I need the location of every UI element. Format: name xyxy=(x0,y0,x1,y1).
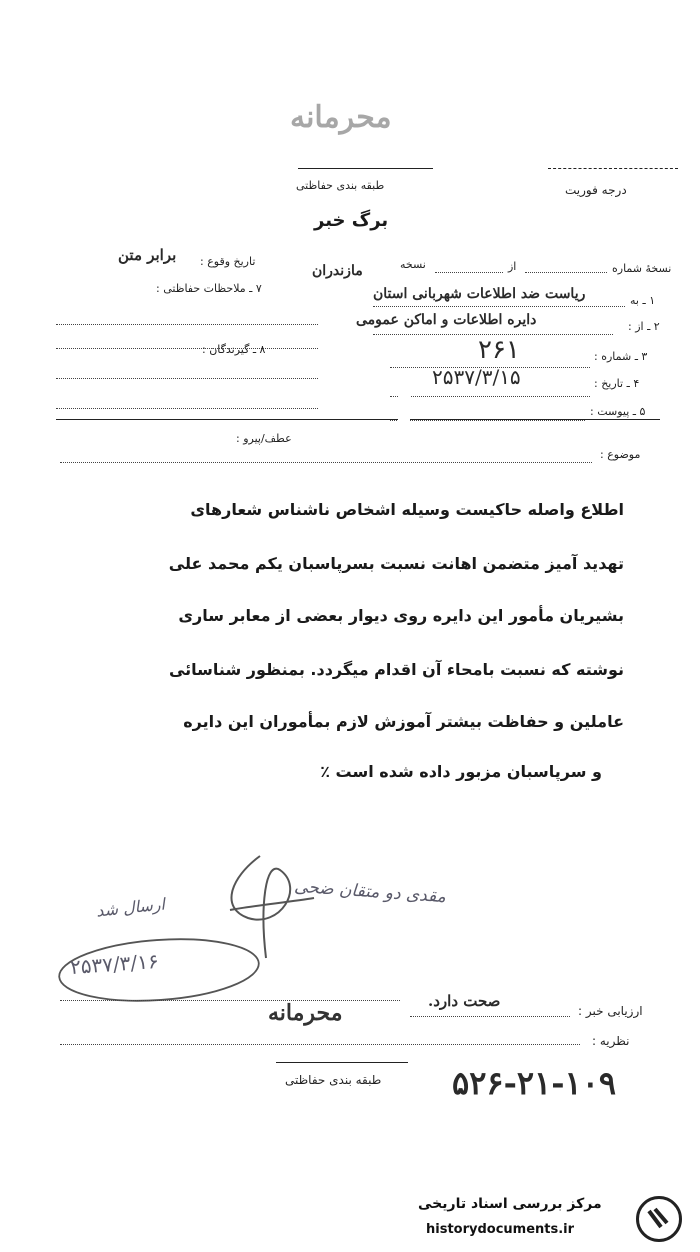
top-confidential-stamp: محرمانه xyxy=(290,100,392,135)
opinion-label: نظریه : xyxy=(592,1034,630,1048)
copy-number-label: نسخهٔ شماره xyxy=(612,262,672,275)
of-label: از xyxy=(508,260,517,273)
item-3-label: ۳ ـ شماره : xyxy=(594,350,648,363)
classification-label-top: طبقه بندی حفاظتی xyxy=(296,179,385,192)
body-line-5: عاملین و حفاظت بیشتر آموزش لازم بمأموران این دایره xyxy=(183,712,624,731)
archive-logo-icon xyxy=(636,1196,682,1242)
item-4-dots xyxy=(390,396,590,397)
form-title: برگ خبر xyxy=(314,210,389,231)
body-line-4: نوشته که نسبت بامحاء آن اقدام میگردد. بمنظور شناسائی xyxy=(168,660,624,679)
body-line-2: تهدید آمیز متضمن اهانت نسبت بسرپاسبان یکم محمد علی xyxy=(168,554,624,573)
item-1-value: ریاست ضد اطلاعات شهربانی استان xyxy=(373,286,586,302)
item-7-dots-b xyxy=(56,348,318,349)
body-line-6: و سرپاسبان مزبور داده شده است ٪ xyxy=(320,762,602,781)
opinion-dots xyxy=(60,1044,580,1045)
event-date-value: برابر متن xyxy=(118,246,177,264)
item-8-dots-b xyxy=(56,408,318,409)
item-2-label: ۲ ـ از : xyxy=(628,320,660,333)
item-7-label: ۷ ـ ملاحظات حفاظتی : xyxy=(156,282,262,295)
subject-dots xyxy=(60,462,592,463)
sent-note: ارسال شد xyxy=(95,894,166,921)
watermark-site: historydocuments.ir xyxy=(426,1222,575,1237)
item-5-dots xyxy=(390,420,585,421)
evaluation-dots xyxy=(410,1016,570,1017)
urgency-label: درجه فوریت xyxy=(565,183,627,197)
item-4-value: ۲۵۳۷/۳/۱۵ xyxy=(432,365,521,389)
body-line-3: بشیریان مأمور این دایره روی دیوار بعضی از معابر ساری xyxy=(178,606,624,625)
classification-label-bottom: طبقه بندی حفاظتی xyxy=(285,1073,382,1087)
item-5-label: ۵ ـ پیوست : xyxy=(590,405,646,418)
item-8-label: ۸ ـ گیرندگان : xyxy=(202,343,266,356)
evaluation-label: ارزیابی خبر : xyxy=(578,1004,643,1018)
form-separator xyxy=(56,419,660,420)
subject-label: موضوع : xyxy=(600,448,641,461)
archive-number: ۵۲۶-۲۱-۱۰۹ xyxy=(452,1064,617,1102)
copies-label: نسخه xyxy=(400,258,426,271)
bottom-confidential-stamp: محرمانه xyxy=(268,1000,343,1026)
redaction-strip xyxy=(398,368,410,428)
copy-number-dots xyxy=(525,272,607,273)
urgency-rule xyxy=(548,168,678,169)
body-line-1: اطلاع واصله حاکیست وسیله اشخاص ناشناس شعارهای xyxy=(190,500,624,519)
item-3-value: ۲۶۱ xyxy=(478,335,520,365)
margin-note: مقدی دو متقان ضحی xyxy=(293,876,447,908)
item-4-label: ۴ ـ تاریخ : xyxy=(594,377,640,390)
evaluation-value: صحت دارد. xyxy=(428,992,501,1010)
province-value: مازندران xyxy=(312,263,363,279)
item-1-label: ۱ ـ به xyxy=(630,294,656,307)
handwritten-date: ۲۵۳۷/۳/۱۶ xyxy=(69,948,160,980)
of-dots xyxy=(435,272,503,273)
item-2-value: دایره اطلاعات و اماکن عمومی xyxy=(356,312,537,328)
watermark-org-name: مرکز بررسی اسناد تاریخی xyxy=(418,1196,602,1212)
footer-rule xyxy=(276,1062,408,1063)
item-1-dots xyxy=(373,306,625,307)
header-rule xyxy=(298,168,433,169)
evaluation-top-dots xyxy=(60,1000,400,1001)
item-8-dots-a xyxy=(56,378,318,379)
event-date-label: تاریخ وقوع : xyxy=(200,255,256,268)
item-7-dots-a xyxy=(56,324,318,325)
reference-label: عطف/پیرو : xyxy=(236,432,292,445)
